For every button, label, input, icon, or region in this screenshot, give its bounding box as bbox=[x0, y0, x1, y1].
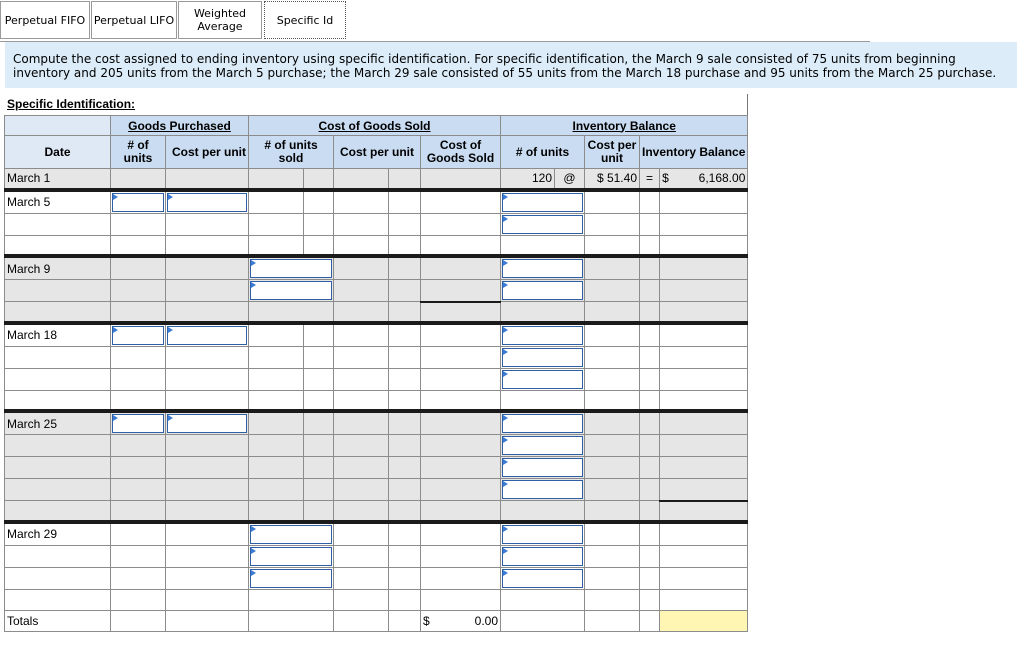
ib-units-input[interactable] bbox=[502, 370, 583, 389]
ib-units-input[interactable] bbox=[502, 436, 583, 455]
ib-units-input[interactable] bbox=[502, 326, 583, 345]
ib-units-input[interactable] bbox=[502, 458, 583, 477]
ib-units-input[interactable] bbox=[502, 569, 583, 588]
date-cell: March 25 bbox=[5, 411, 111, 435]
gp-cost-input[interactable] bbox=[167, 414, 247, 433]
header-ib-units: # of units bbox=[501, 136, 585, 169]
date-cell: March 29 bbox=[5, 522, 111, 546]
ib-units-input[interactable] bbox=[502, 281, 583, 300]
tab-specific-id[interactable]: Specific Id bbox=[264, 1, 346, 39]
header-cogs-cost: Cost per unit bbox=[334, 136, 421, 169]
header-cogs-total: Cost of Goods Sold bbox=[421, 136, 501, 169]
tab-perpetual-lifo[interactable]: Perpetual LIFO bbox=[91, 1, 177, 39]
header-date: Date bbox=[5, 136, 111, 169]
date-cell: March 18 bbox=[5, 323, 111, 347]
header-inventory-balance: Inventory Balance bbox=[501, 116, 748, 136]
ib-units-input[interactable] bbox=[502, 193, 583, 212]
cogs-units-input[interactable] bbox=[250, 259, 332, 278]
dollar-sign: $ bbox=[662, 171, 669, 186]
ib-units-input[interactable] bbox=[502, 480, 583, 499]
divider bbox=[747, 94, 748, 116]
equals-symbol: = bbox=[640, 169, 660, 190]
header-ib-total: Inventory Balance bbox=[640, 136, 748, 169]
ib-units-value: 120 bbox=[501, 169, 555, 190]
total-cogs-value: 0.00 bbox=[474, 613, 498, 628]
tab-weighted-average[interactable]: Weighted Average bbox=[178, 1, 262, 39]
totals-label: Totals bbox=[5, 610, 111, 631]
ib-cost-value: $ 51.40 bbox=[585, 169, 640, 190]
section-title: Specific Identification: bbox=[7, 97, 136, 111]
ib-units-input[interactable] bbox=[502, 414, 583, 433]
cogs-units-input[interactable] bbox=[250, 281, 332, 300]
cogs-units-input[interactable] bbox=[250, 547, 332, 566]
date-cell: March 1 bbox=[5, 169, 111, 190]
instructions: Compute the cost assigned to ending inventory using specific identification. For specific identification, the March 9 sale consisted of 75 units from beginning inventory and 205 units from the March 5 purchase; the March 29 sale consisted of 55 units from the March 18 purchase and 95 units from the March 25 purchase. bbox=[5, 42, 1017, 88]
gp-units-input[interactable] bbox=[112, 193, 164, 212]
header-cogs-units: # of units sold bbox=[249, 136, 334, 169]
header-goods-purchased: Goods Purchased bbox=[111, 116, 249, 136]
date-cell: March 9 bbox=[5, 256, 111, 280]
ib-units-input[interactable] bbox=[502, 259, 583, 278]
ib-balance-value: 6,168.00 bbox=[698, 171, 746, 186]
header-cost-of-goods-sold: Cost of Goods Sold bbox=[249, 116, 501, 136]
specific-id-worksheet bbox=[4, 115, 748, 632]
ib-units-input[interactable] bbox=[502, 348, 583, 367]
at-symbol: @ bbox=[555, 169, 585, 190]
gp-units-input[interactable] bbox=[112, 326, 164, 345]
header-ib-cost: Cost per unit bbox=[585, 136, 640, 169]
gp-cost-input[interactable] bbox=[167, 326, 247, 345]
header-gp-cost: Cost per unit bbox=[166, 136, 249, 169]
cogs-units-input[interactable] bbox=[250, 569, 332, 588]
tab-perpetual-fifo[interactable]: Perpetual FIFO bbox=[0, 1, 90, 39]
dollar-sign: $ bbox=[423, 613, 430, 628]
ib-units-input[interactable] bbox=[502, 215, 583, 234]
gp-cost-input[interactable] bbox=[167, 193, 247, 212]
date-cell: March 5 bbox=[5, 190, 111, 214]
ib-units-input[interactable] bbox=[502, 525, 583, 544]
cogs-units-input[interactable] bbox=[250, 525, 332, 544]
ib-units-input[interactable] bbox=[502, 547, 583, 566]
total-inventory-balance bbox=[660, 610, 748, 631]
gp-units-input[interactable] bbox=[112, 414, 164, 433]
header-blank bbox=[5, 116, 111, 136]
header-gp-units: # of units bbox=[111, 136, 166, 169]
